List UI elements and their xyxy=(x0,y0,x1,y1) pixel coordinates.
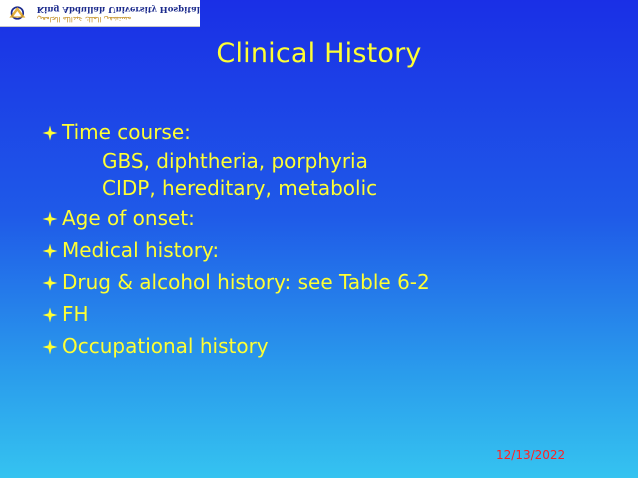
bullet-label: Occupational history xyxy=(62,334,269,358)
bullet-item-drug-alcohol-history xyxy=(42,267,430,298)
star-icon xyxy=(42,299,62,330)
bullet-label: Time course: xyxy=(62,120,191,144)
star-icon xyxy=(42,235,62,266)
bullet-subline: CIDP, hereditary, metabolic xyxy=(102,176,378,200)
bullet-label: Drug & alcohol history: see Table 6-2 xyxy=(62,270,430,294)
slide-date: 12/13/2022 xyxy=(496,448,566,462)
bullet-label: Age of onset: xyxy=(62,206,195,230)
star-icon xyxy=(42,267,62,298)
bullet-subline: GBS, diphtheria, porphyria xyxy=(102,149,368,173)
hospital-logo xyxy=(0,0,200,27)
star-icon xyxy=(42,117,62,148)
bullet-list xyxy=(42,117,430,362)
logo-text xyxy=(35,0,200,26)
slide-title: Clinical History xyxy=(216,38,422,69)
logo-emblem-icon xyxy=(0,0,35,26)
bullet-label: Medical history: xyxy=(62,238,220,262)
bullet-item-medical-history xyxy=(42,235,430,266)
bullet-item-family-history xyxy=(42,299,430,330)
star-icon xyxy=(42,203,62,234)
star-icon xyxy=(42,331,62,362)
bullet-item-age-of-onset xyxy=(42,203,430,234)
logo-line-arabic: مستشفى الملك عبدالله الجامعي xyxy=(36,14,132,23)
bullet-label: FH xyxy=(62,302,89,326)
logo-line-english: King Abdullah University Hospital xyxy=(36,3,200,14)
bullet-item-occupational-history xyxy=(42,331,430,362)
bullet-item-time-course xyxy=(42,117,430,202)
